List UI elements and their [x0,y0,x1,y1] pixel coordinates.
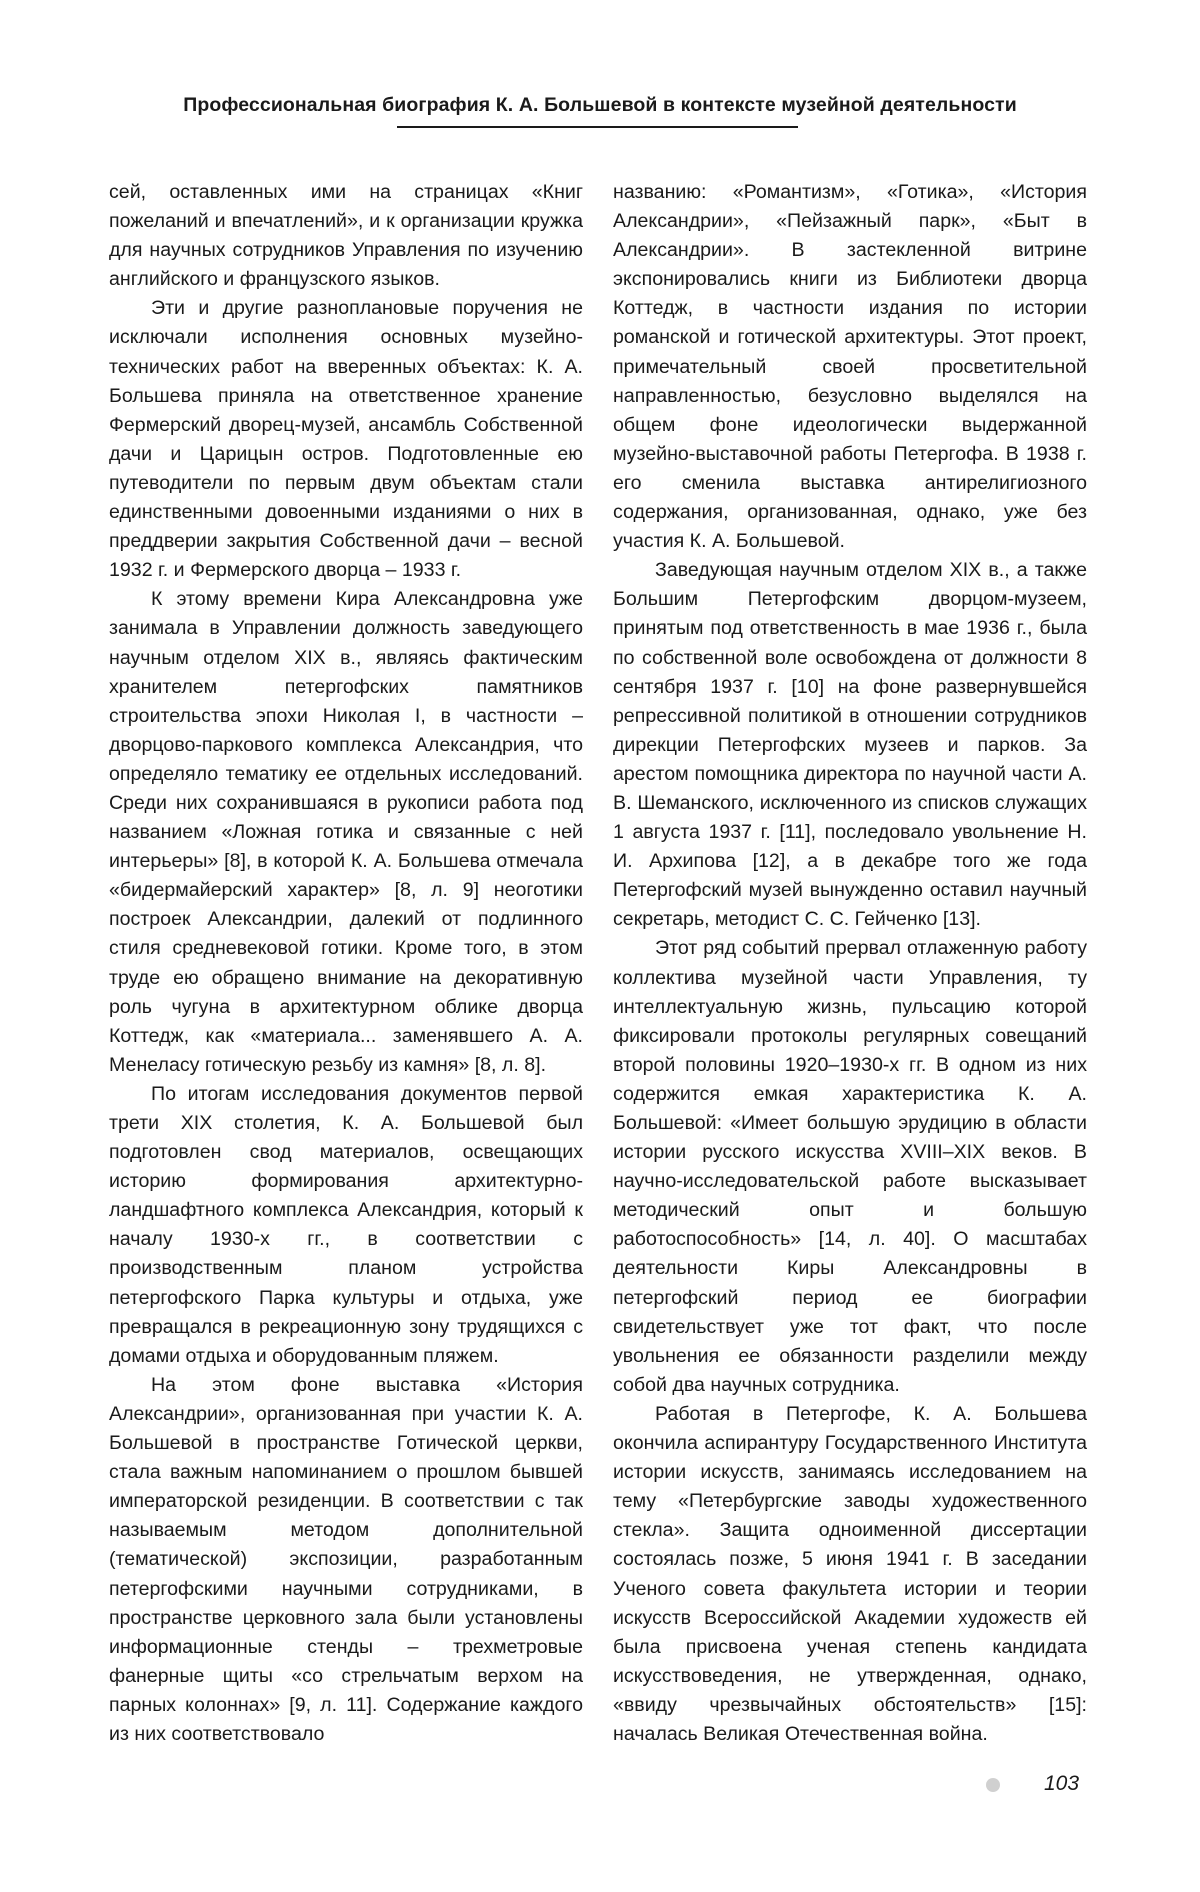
left-column [109,178,583,1749]
left-paragraph-3: К этому времени Кира Александровна уже занимала в Управлении должность заведующего научным отделом XIX в., являясь фактическим хранителем петергофских памятников строительства эпохи Николая I, в частности – дворцово-паркового комплекса Александрия, что определяло тематику ее отдельных исследований. Среди них сохранившаяся в рукописи работа под названием «Ложная готика и связанные с ней интерьеры» [8], в которой К. А. Большева отмечала «бидермайерский характер» [8, л. 9] неоготики построек Александрии, далекий от подлинного стиля средневековой готики. Кроме того, в этом труде ею обращено внимание на декоративную роль чугуна в архитектурном облике дворца Коттедж, как «материала... заменявшего А. А. Менеласу готическую резьбу из камня» [8, л. 8]. [109,588,583,1076]
page-dot-icon [986,1778,1000,1792]
left-paragraph-1: сей, оставленных ими на страницах «Книг пожеланий и впечатлений», и к организации кружка для научных сотрудников Управления по изучению английского и французского языков. [109,181,583,291]
page-number: 103 [1044,1772,1080,1795]
right-paragraph-1: названию: «Романтизм», «Готика», «История Александрии», «Пейзажный парк», «Быт в Александрии». В застекленной витрине экспонировались книги из Библиотеки дворца Коттедж, в частности издания по истории романской и готической архитектуры. Этот проект, примечательный своей просветительной направленностью, безусловно выделялся на общем фоне идеологически выдержанной музейно-выставочной работы Петергофа. В 1938 г. его сменила выставка антирелигиозного содержания, организованная, однако, уже без участия К. А. Большевой. [613,181,1087,553]
header-rule [397,126,798,128]
right-column [613,178,1087,1749]
right-paragraph-2: Заведующая научным отделом XIX в., а также Большим Петергофским дворцом-музеем, принятым под ответственность в мае 1936 г., была по собственной воле освобождена от должности 8 сентября 1937 г. [10] на фоне развернувшейся репрессивной политикой в отношении сотрудников дирекции Петергофских музеев и парков. За арестом помощника директора по научной части А. В. Шеманского, исключенного из списков служащих 1 августа 1937 г. [11], последовало увольнение Н. И. Архипова [12], а в декабре того же года Петергофский музей вынужденно оставил научный секретарь, методист С. С. Гейченко [13]. [613,559,1087,931]
right-paragraph-3: Этот ряд событий прервал отлаженную работу коллектива музейной части Управления, ту интеллектуальную жизнь, пульсацию которой фиксировали протоколы регулярных совещаний второй половины 1920–1930-х гг. В одном из них содержится емкая характеристика К. А. Большевой: «Имеет большую эрудицию в области истории русского искусства XVIII–XIX веков. В научно-исследовательской работе высказывает методический опыт и большую работоспособность» [14, л. 40]. О масштабах деятельности Киры Александровны в петергофский период ее биографии свидетельствует уже тот факт, что после увольнения ее обязанности разделили между собой два научных сотрудника. [613,937,1087,1396]
running-header: Профессиональная биография К. А. Большевой в контексте музейной деятельности [183,94,1017,116]
right-paragraph-4: Работая в Петергофе, К. А. Большева окончила аспирантуру Государственного Института истории искусств, занимаясь исследованием на тему «Петербургские заводы художественного стекла». Защита одноименной диссертации состоялась позже, 5 июня 1941 г. В заседании Ученого совета факультета истории и теории искусств Всероссийской Академии художеств ей была присвоена ученая степень кандидата искусствоведения, не утвержденная, однако, «ввиду чрезвычайных обстоятельств» [15]: началась Великая Отечественная война. [613,1402,1087,1745]
left-paragraph-4: По итогам исследования документов первой трети XIX столетия, К. А. Большевой был подготовлен свод материалов, освещающих историю формирования архитектурно-ландшафтного комплекса Александрия, который к началу 1930-х гг., в соответствии с производственным планом устройства петергофского Парка культуры и отдыха, уже превращался в рекреационную зону трудящихся с домами отдыха и оборудованным пляжем. [109,1082,583,1367]
left-paragraph-2: Эти и другие разноплановые поручения не исключали исполнения основных музейно-технических работ на вверенных объектах: К. А. Большева приняла на ответственное хранение Фермерский дворец-музей, ансамбль Собственной дачи и Царицын остров. Подготовленные ею путеводители по первым двум объектам стали единственными довоенными изданиями о них в преддверии закрытия Собственной дачи – весной 1932 г. и Фермерского дворца – 1933 г. [109,297,583,582]
left-paragraph-5: На этом фоне выставка «История Александрии», организованная при участии К. А. Большевой в пространстве Готической церкви, стала важным напоминанием о прошлом бывшей императорской резиденции. В соответствии с так называемым методом дополнительной (тематической) экспозиции, разработанным петергофскими научными сотрудниками, в пространстве церковного зала были установлены информационные стенды – трехметровые фанерные щиты «со стрельчатым верхом на парных колоннах» [9, л. 11]. Содержание каждого из них соответствовало [109,1373,583,1745]
